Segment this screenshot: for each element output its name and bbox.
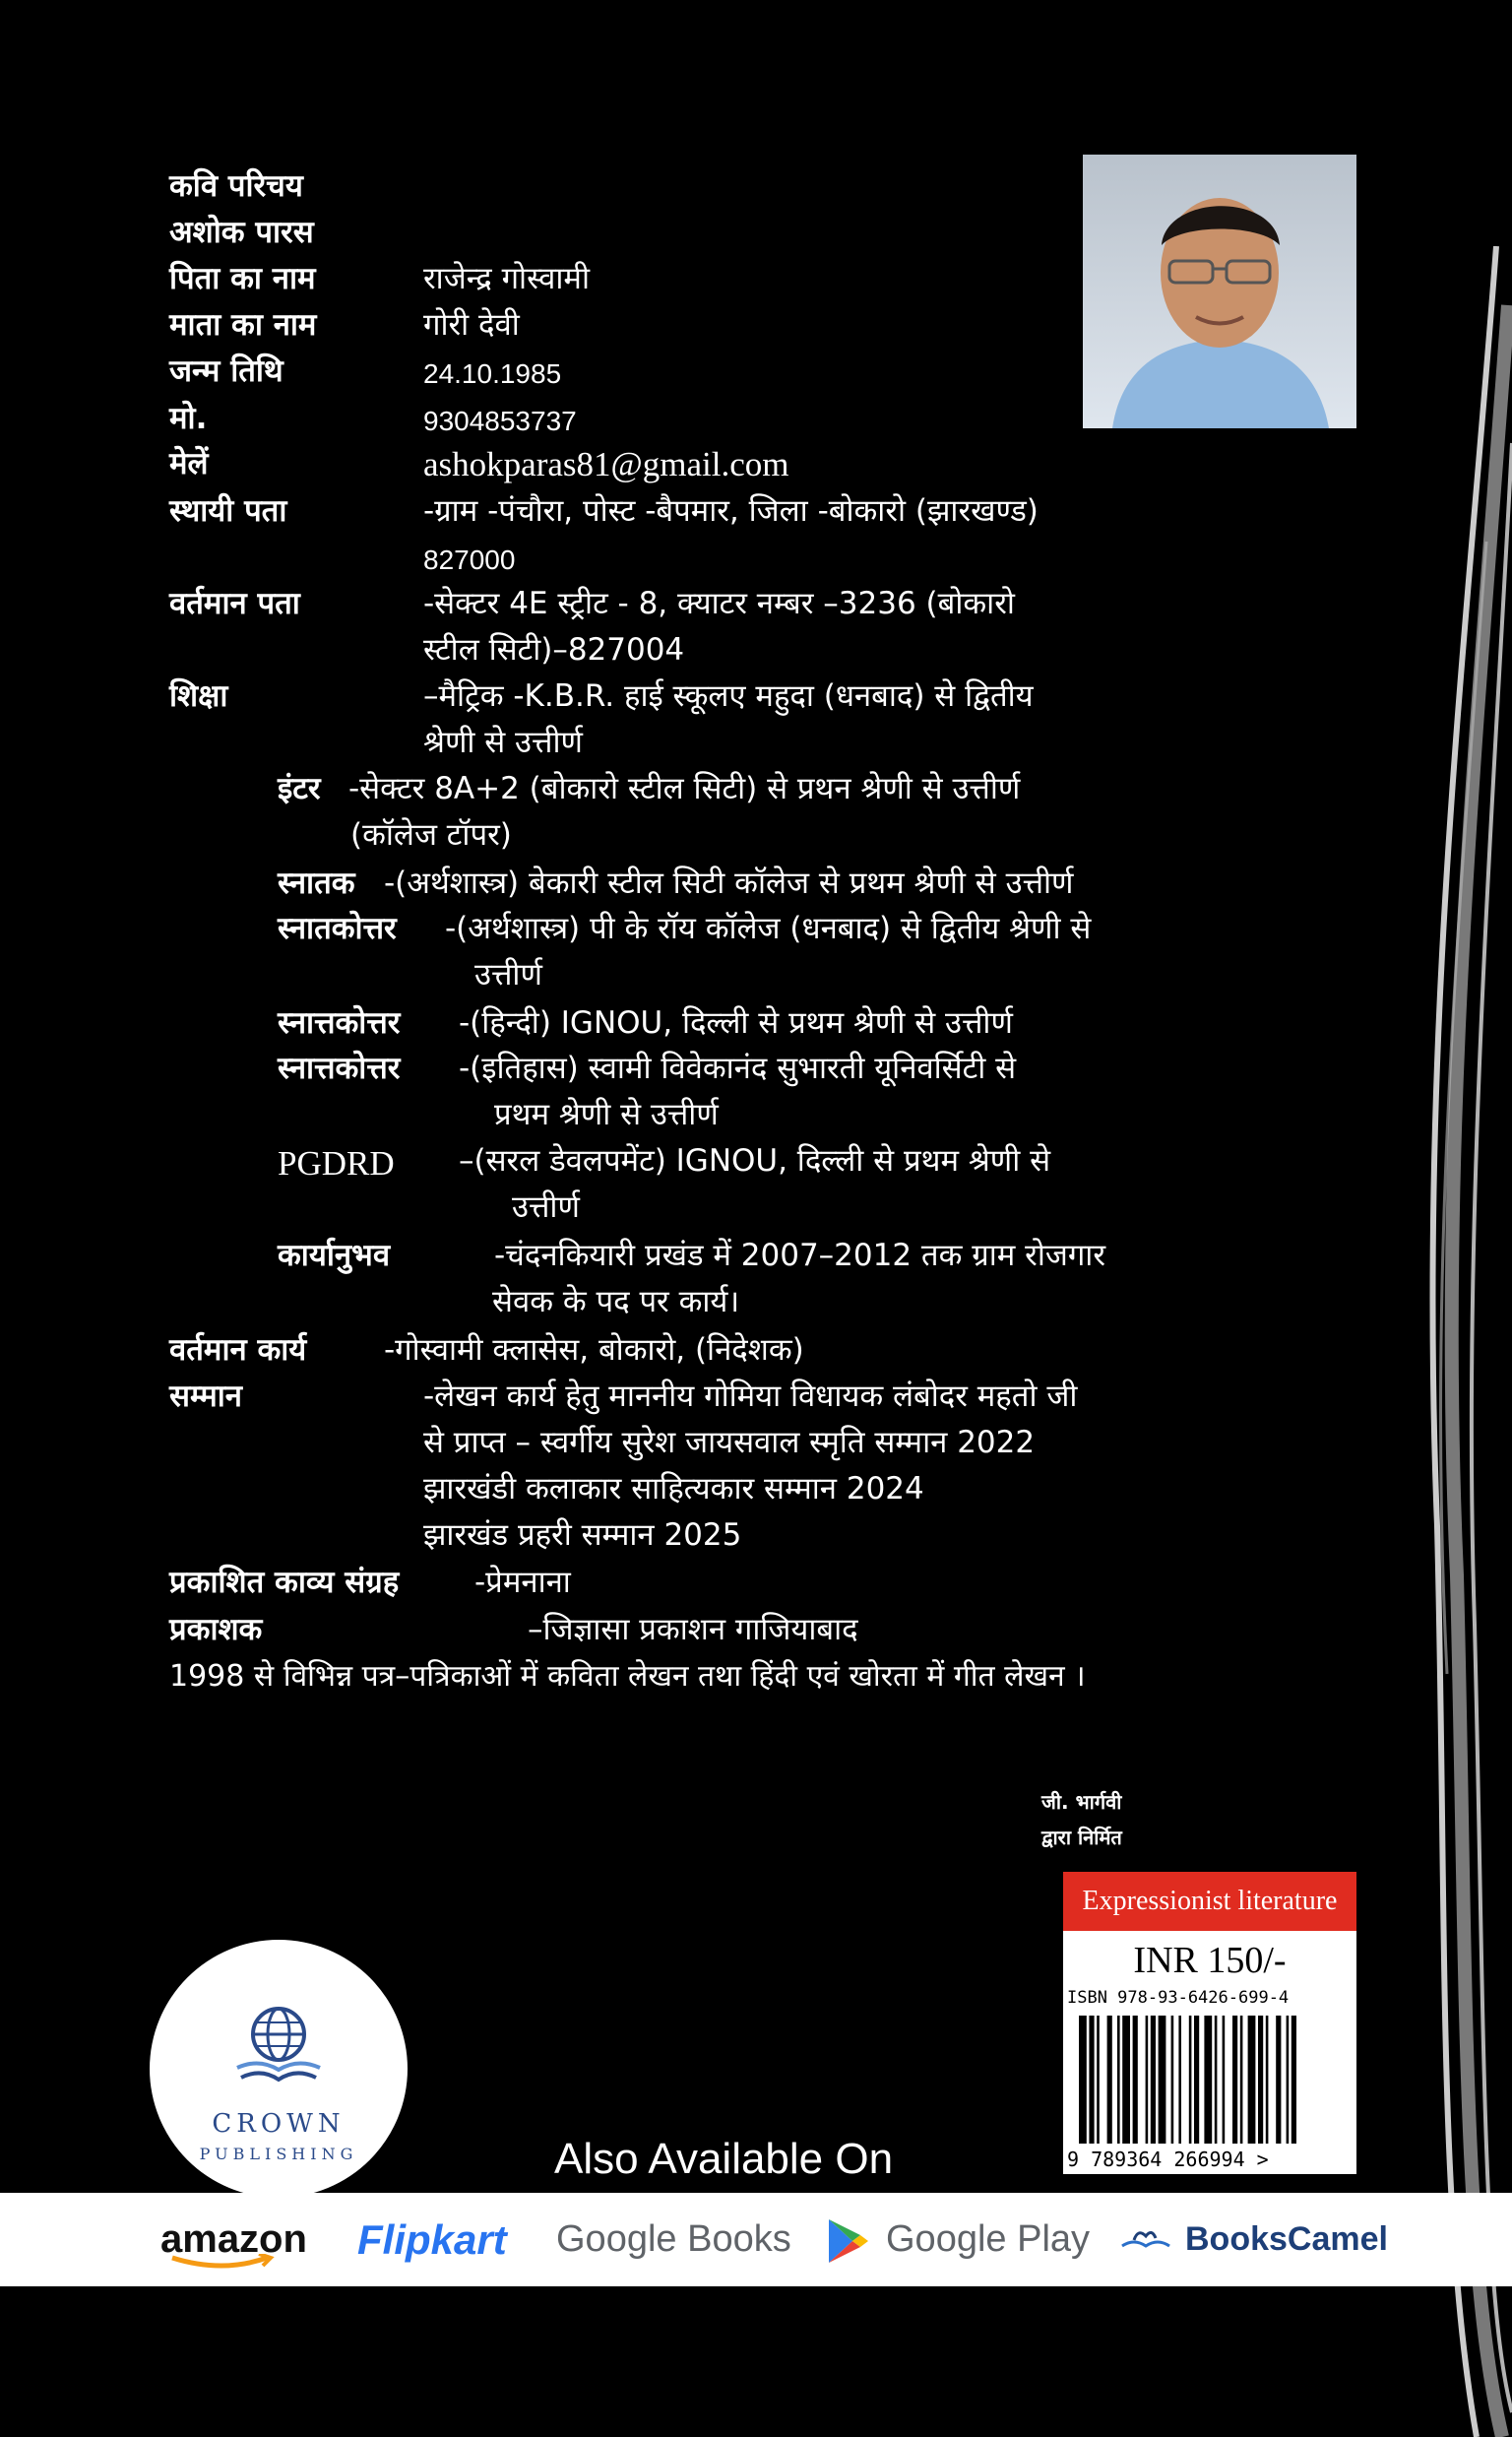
google-play-logo[interactable] <box>827 2193 1090 2286</box>
permanent-address-label: स्थायी पता <box>169 493 287 529</box>
amazon-smile-icon <box>168 2254 277 2272</box>
google-play-text: Google Play <box>886 2218 1091 2260</box>
honors-line1: -लेखन कार्य हेतु माननीय गोमिया विधायक लंबोदर महतो जी <box>423 1379 1078 1414</box>
barcode-bar <box>1248 2016 1256 2144</box>
also-available-heading: Also Available On <box>554 2135 894 2183</box>
inter-label: इंटर <box>278 771 321 806</box>
barcode-bar <box>1089 2016 1094 2144</box>
mobile-value: 9304853737 <box>423 406 577 436</box>
published-value: -प्रेमनाना <box>474 1565 571 1600</box>
pg1-label: स्नातकोत्तर <box>278 911 397 946</box>
amazon-logo[interactable] <box>160 2193 307 2286</box>
barcode-bar <box>1189 2016 1192 2144</box>
google-books-logo[interactable]: Google Books <box>556 2218 791 2260</box>
permanent-address-line2: 827000 <box>423 545 516 575</box>
pg3-line1: -(इतिहास) स्वामी विवेकानंद सुभारती यूनिवर्सिटी से <box>459 1051 1017 1086</box>
experience-label: कार्यानुभव <box>278 1238 391 1273</box>
barcode-bar <box>1292 2016 1296 2144</box>
isbn-text: ISBN 978-93-6426-699-4 <box>1067 1988 1290 2008</box>
dob-label: जन्म तिथि <box>169 353 284 389</box>
graduate-label: स्नातक <box>278 866 355 901</box>
barcode-bar <box>1276 2016 1281 2144</box>
bookscamel-icon <box>1120 2224 1171 2256</box>
current-work-value: -गोस्वामी क्लासेस, बोकारो, (निदेशक) <box>384 1332 804 1368</box>
pg1-line1: -(अर्थशास्त्र) पी के रॉय कॉलेज (धनबाद) से द्वितीय श्रेणी से <box>445 911 1092 946</box>
current-address-label: वर्तमान पता <box>169 586 300 621</box>
publisher-value: –जिज्ञासा प्रकाशन गाजियाबाद <box>528 1612 858 1647</box>
permanent-address-line1: -ग्राम -पंचौरा, पोस्ट -बैपमार, जिला -बोकारो (झारखण्ड) <box>423 493 1039 529</box>
pg2-text: -(हिन्दी) IGNOU, दिल्ली से प्रथम श्रेणी से उत्तीर्ण <box>459 1005 1013 1041</box>
amazon-logo-text: amazon <box>160 2217 307 2261</box>
current-address-line2: स्टील सिटी)–827004 <box>423 632 685 668</box>
author-name: अशोक पारस <box>169 215 314 250</box>
price-label: INR 150/- <box>1133 1940 1287 1981</box>
graduate-text: -(अर्थशास्त्र) बेकारी स्टील सिटी कॉलेज से प्रथम श्रेणी से उत्तीर्ण <box>384 866 1074 901</box>
barcode-bar <box>1232 2016 1237 2144</box>
dob-value: 24.10.1985 <box>423 358 562 389</box>
published-label: प्रकाशित काव्य संग्रह <box>169 1565 400 1600</box>
father-value: राजेन्द्र गोस्वामी <box>423 261 590 296</box>
email-value: ashokparas81@gmail.com <box>423 445 789 483</box>
closing-line: 1998 से विभिन्न पत्र–पत्रिकाओं में कविता लेखन तथा हिंदी एवं खोरता में गीत लेखन । <box>169 1659 1086 1694</box>
barcode-bar <box>1171 2016 1174 2144</box>
email-label: मेलें <box>169 446 209 481</box>
crown-publishing-logo <box>150 1940 408 2198</box>
barcode-bar <box>1079 2016 1087 2144</box>
mobile-label: मो. <box>169 401 208 436</box>
bookscamel-logo[interactable] <box>1120 2193 1388 2286</box>
publisher-label: प्रकाशक <box>169 1612 263 1647</box>
bookscamel-text: BooksCamel <box>1185 2220 1388 2258</box>
author-portrait-image <box>1083 155 1356 428</box>
pg3-line2: प्रथम श्रेणी से उत्तीर्ण <box>494 1097 719 1132</box>
matric-line2: श्रेणी से उत्तीर्ण <box>423 725 583 760</box>
current-address-line1: -सेक्टर 4E स्ट्रीट - 8, क्याटर नम्बर –3236 (बोकारो <box>423 586 1015 621</box>
barcode-bar <box>1223 2016 1226 2144</box>
father-label: पिता का नाम <box>169 261 316 296</box>
genre-band: Expressionist literature <box>1063 1872 1356 1931</box>
mother-value: गोरी देवी <box>423 307 520 343</box>
inter-line1: -सेक्टर 8A+2 (बोकारो स्टील सिटी) से प्रथन श्रेणी से उत्तीर्ण <box>348 771 1021 806</box>
barcode-bar <box>1204 2016 1212 2144</box>
logo-crown-text: CROWN <box>212 2109 346 2139</box>
barcode-number: 9 789364 266994 > <box>1067 2148 1269 2171</box>
barcode-bar <box>1151 2016 1156 2144</box>
barcode-bar <box>1194 2016 1199 2144</box>
flipkart-logo[interactable]: Flipkart <box>357 2216 507 2263</box>
current-work-label: वर्तमान कार्य <box>169 1332 307 1368</box>
brush-streak-decoration <box>1378 246 1512 2437</box>
pg2-label: स्नात्तकोत्तर <box>278 1005 401 1041</box>
barcode-bar <box>1287 2016 1290 2144</box>
logo-publishing-text: PUBLISHING <box>199 2145 358 2163</box>
designer-name: जी. भार्गवी <box>1041 1790 1122 1814</box>
pgdrd-line2: उत्तीर्ण <box>512 1189 580 1225</box>
barcode-image <box>1079 2016 1341 2144</box>
store-logos-bar <box>0 2193 1512 2286</box>
barcode-bar <box>1097 2016 1100 2144</box>
designer-credit <box>1041 1784 1258 1855</box>
barcode-bar <box>1178 2016 1181 2144</box>
barcode-bar <box>1133 2016 1138 2144</box>
designer-credit-label: द्वारा निर्मित <box>1041 1826 1122 1849</box>
pg1-line2: उत्तीर्ण <box>474 957 542 993</box>
experience-line2: सेवक के पद पर कार्य। <box>492 1284 740 1319</box>
inter-line2: (कॉलेज टॉपर) <box>350 817 512 853</box>
barcode-bar <box>1107 2016 1112 2144</box>
honors-label: सम्मान <box>169 1379 242 1414</box>
honors-line3: झारखंडी कलाकार साहित्यकार सम्मान 2024 <box>423 1471 924 1507</box>
barcode-bar <box>1146 2016 1149 2144</box>
honors-line4: झारखंड प्रहरी सम्मान 2025 <box>423 1517 742 1553</box>
education-label: शिक्षा <box>169 678 228 714</box>
barcode-bar <box>1159 2016 1166 2144</box>
matric-line1: –मैट्रिक -K.B.R. हाई स्कूलए महुदा (धनबाद) से द्वितीय <box>423 678 1034 714</box>
mother-label: माता का नाम <box>169 307 317 343</box>
pg3-label: स्नात्तकोत्तर <box>278 1051 401 1086</box>
barcode-bar <box>1117 2016 1120 2144</box>
barcode-bar <box>1240 2016 1243 2144</box>
pgdrd-line1: –(सरल डेवलपमेंट) IGNOU, दिल्ली से प्रथम श्रेणी से <box>459 1143 1051 1179</box>
barcode-bar <box>1215 2016 1218 2144</box>
barcode-bar <box>1122 2016 1130 2144</box>
google-play-icon <box>827 2217 870 2265</box>
author-photo <box>1083 155 1356 428</box>
barcode-bar <box>1266 2016 1269 2144</box>
honors-line2: से प्राप्त – स्वर्गीय सुरेश जायसवाल स्मृति सम्मान 2022 <box>423 1425 1036 1460</box>
price-isbn-box <box>1063 1872 1356 2174</box>
barcode-bar <box>1258 2016 1263 2144</box>
globe-book-icon <box>229 1999 328 2097</box>
bio-heading: कवि परिचय <box>169 168 303 204</box>
experience-line1: -चंदनकियारी प्रखंड में 2007–2012 तक ग्राम रोजगार <box>494 1238 1106 1273</box>
pgdrd-label: PGDRD <box>278 1144 395 1183</box>
